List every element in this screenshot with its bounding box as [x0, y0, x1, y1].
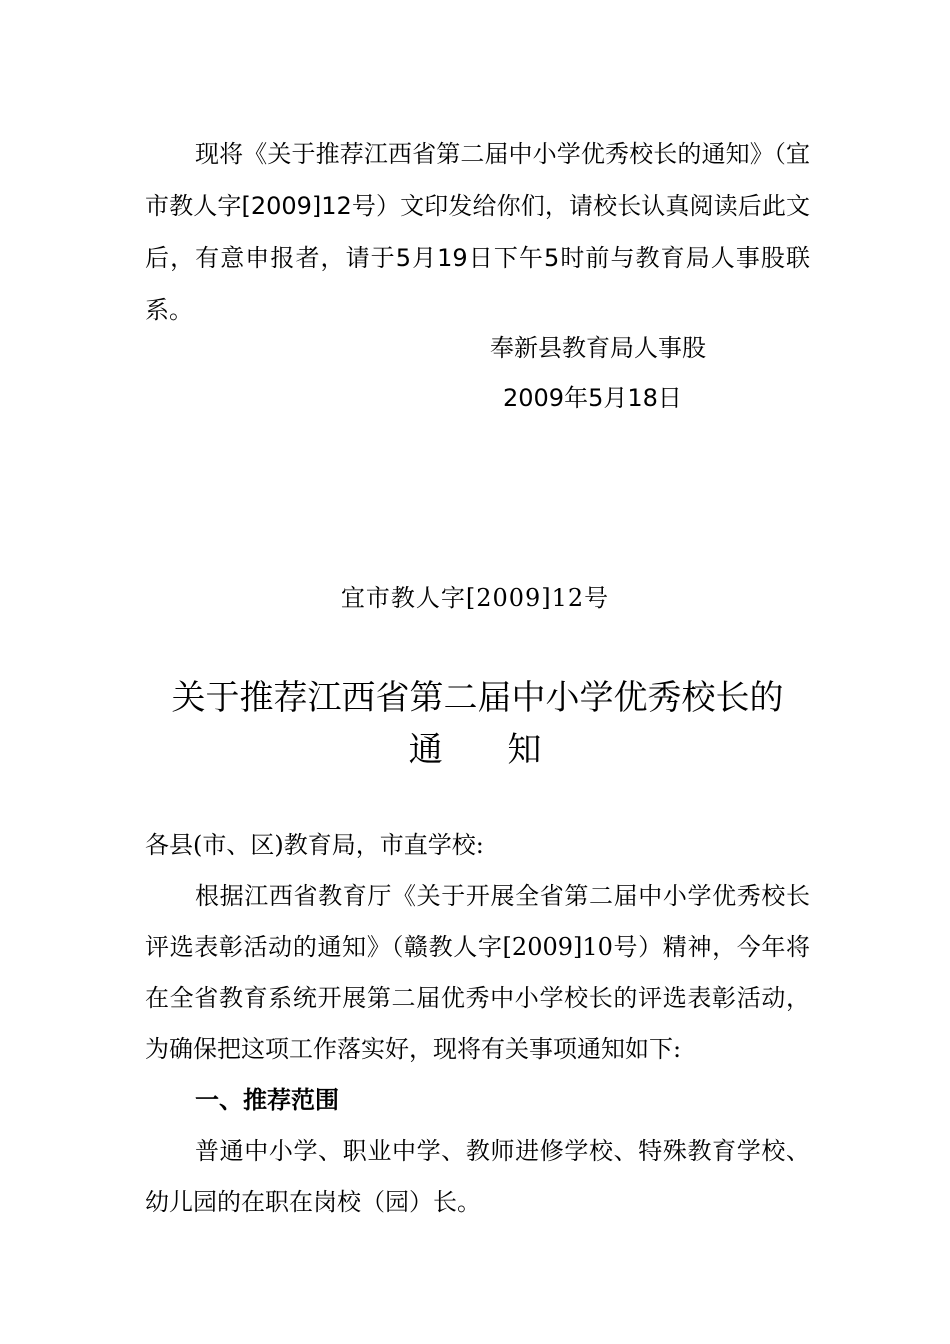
- document-number: 宜市教人字[2009]12号: [340, 584, 610, 612]
- document-body: [145, 820, 810, 1228]
- section-1-paragraph: 普通中小学、职业中学、教师进修学校、特殊教育学校、幼儿园的在职在岗校（园）长。: [145, 1137, 810, 1216]
- document-title-line-2: 通 知: [408, 730, 542, 770]
- issuer-signature: 奉新县教育局人事股: [490, 334, 706, 362]
- document-title-line-1: 关于推荐江西省第二届中小学优秀校长的: [171, 678, 784, 718]
- issue-date: 2009年5月18日: [503, 384, 682, 412]
- intro-paragraph: 根据江西省教育厅《关于开展全省第二届中小学优秀校长评选表彰活动的通知》（赣教人字[2009]10号）精神，今年将在全省教育系统开展第二届优秀中小学校长的评选表彰活动，为确保把这项工作落实好，现将有关事项通知如下:: [145, 882, 810, 1063]
- cover-notice: [145, 128, 810, 336]
- section-heading-1: 一、推荐范围: [195, 1086, 339, 1114]
- cover-paragraph: 现将《关于推荐江西省第二届中小学优秀校长的通知》（宜市教人字[2009]12号）文印发给你们，请校长认真阅读后此文后，有意申报者，请于5月19日下午5时前与教育局人事股联系。: [145, 140, 810, 324]
- salutation: 各县(市、区)教育局，市直学校:: [145, 831, 484, 859]
